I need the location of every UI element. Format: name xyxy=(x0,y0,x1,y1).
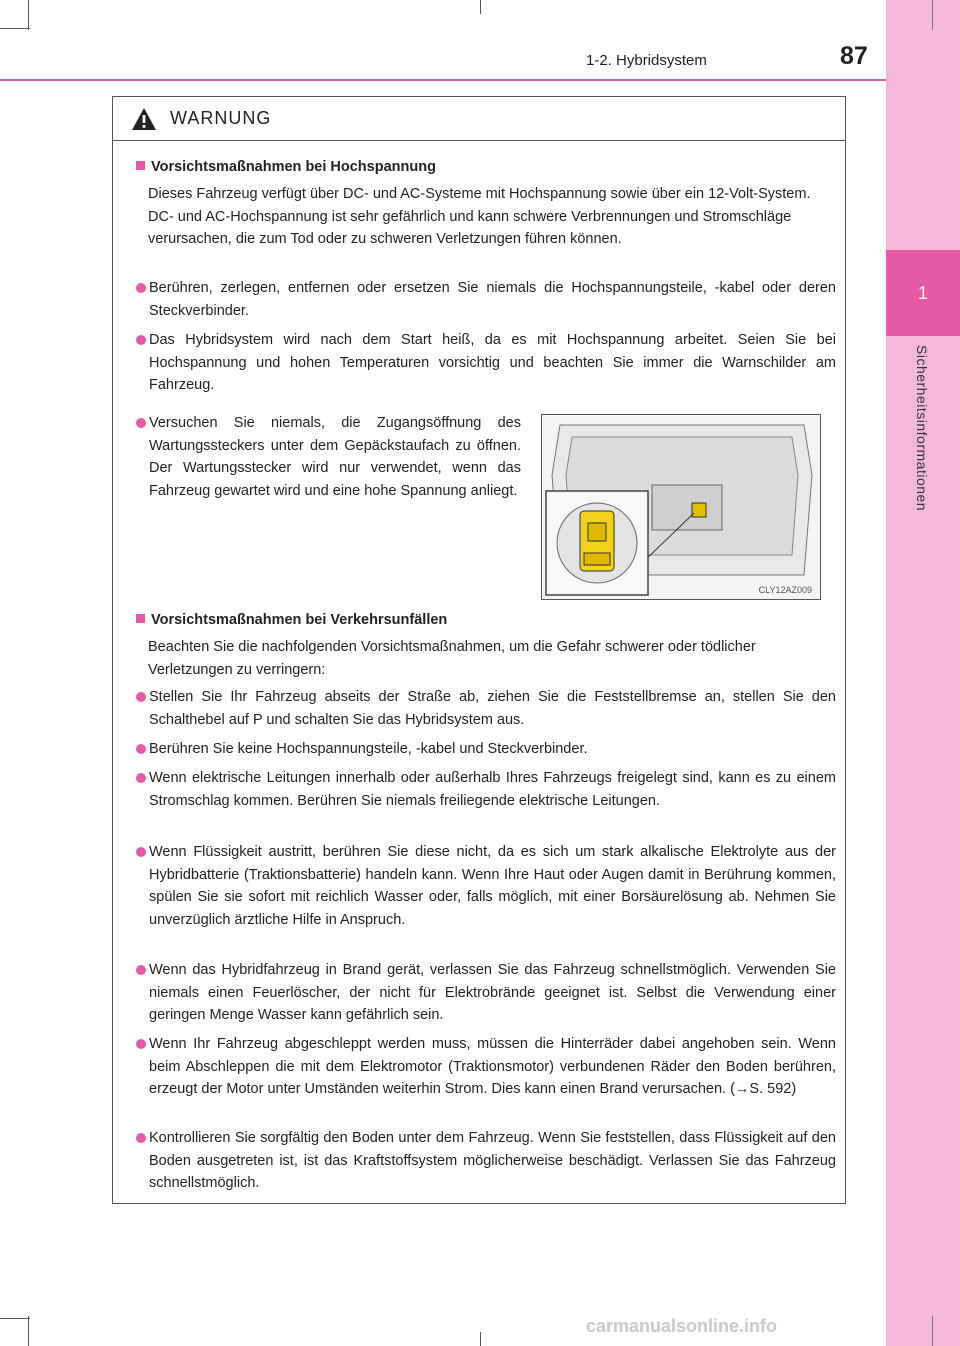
warning-triangle-icon xyxy=(131,107,157,131)
list-item: Wenn Flüssigkeit austritt, berühren Sie diese nicht, da es sich um stark alkalische Elektrolyte aus der Hybridbatterie (Traktionsbatterie) handeln kann. Wenn Ihre Haut oder Augen damit in Berührung kommen, spülen Sie sie sofort mit reichlich Wasser oder, falls möglich, mit einer Borsäurelösung ab. Nehmen Sie unverzüglich ärztliche Hilfe in Anspruch. xyxy=(136,841,836,931)
bullet-dot-icon xyxy=(136,965,146,975)
section-intro: Dieses Fahrzeug verfügt über DC- und AC-Systeme mit Hochspannung sowie über ein 12-Volt-System. DC- und AC-Hochspannung ist sehr gefährlich und kann schwere Verbrennungen und Stromschläge verursachen, die zum Tod oder zu schweren Verletzungen führen können. xyxy=(148,186,811,247)
square-bullet-icon xyxy=(136,614,145,623)
chapter-label: Sicherheitsinformationen xyxy=(914,345,930,512)
list-item: Das Hybridsystem wird nach dem Start heiß, da es mit Hochspannung arbeitet. Seien Sie bei Hochspannung und hohen Temperaturen vorsichtig und beachten Sie immer die Warnschilder am Fahrzeug. xyxy=(136,329,836,397)
list-item: Berühren, zerlegen, entfernen oder ersetzen Sie niemals die Hochspannungsteile, -kabel oder deren Steckverbinder. xyxy=(136,277,836,322)
luggage-compartment-illustration xyxy=(541,414,821,600)
watermark: carmanualsonline.info xyxy=(586,1316,778,1336)
crop-mark xyxy=(480,1332,481,1346)
section-title: Vorsichtsmaßnahmen bei Hochspannung xyxy=(136,159,436,175)
illustration-code: CLY12AZ009 xyxy=(758,585,812,595)
square-bullet-icon xyxy=(136,161,145,170)
list-item: Versuchen Sie niemals, die Zugangsöffnung des Wartungssteckers unter dem Gepäckstaufach zu öffnen. Der Wartungsstecker wird nur verwendet, wenn das Fahrzeug gewartet wird und eine hohe Spannung anliegt. xyxy=(136,412,521,502)
bullet-dot-icon xyxy=(136,847,146,857)
section-title: Vorsichtsmaßnahmen bei Verkehrsunfällen xyxy=(136,612,447,628)
list-item: Stellen Sie Ihr Fahrzeug abseits der Straße ab, ziehen Sie die Feststellbremse an, stellen Sie den Schalthebel auf P und schalten Sie das Hybridsystem aus. xyxy=(136,686,836,731)
bullet-dot-icon xyxy=(136,773,146,783)
bullet-dot-icon xyxy=(136,1133,146,1143)
bullet-dot-icon xyxy=(136,335,146,345)
list-item: Berühren Sie keine Hochspannungsteile, -kabel und Steckverbinder. xyxy=(136,738,836,761)
bullet-dot-icon xyxy=(136,1039,146,1049)
section-heading: 1-2. Hybridsystem xyxy=(586,52,707,69)
list-item: Wenn das Hybridfahrzeug in Brand gerät, verlassen Sie das Fahrzeug schnellstmöglich. Verwenden Sie niemals einen Feuerlöscher, der nicht für Elektrobrände geeignet ist. Selbst die Verwendung einer geringen Menge Wasser kann gefährlich sein. xyxy=(136,959,836,1027)
bullet-dot-icon xyxy=(136,283,146,293)
list-item: Wenn Ihr Fahrzeug abgeschleppt werden muss, müssen die Hinterräder dabei angehoben sein. Wenn beim Abschleppen die mit dem Elektromotor (Traktionsmotor) verbundenen Räder den Boden berühren, erzeugt der Motor unter Umständen weiterhin Strom. Dies kann einen Brand verursachen. (→S. 592) xyxy=(136,1033,836,1101)
crop-mark xyxy=(932,1316,933,1346)
chapter-number: 1 xyxy=(886,250,960,336)
crop-mark xyxy=(0,28,30,29)
header-rule xyxy=(0,79,886,81)
crop-mark xyxy=(28,1316,29,1346)
list-item: Kontrollieren Sie sorgfältig den Boden unter dem Fahrzeug. Wenn Sie feststellen, dass Flüssigkeit auf den Boden ausgetreten ist, ist das Kraftstoffsystem möglicherweise beschädigt. Verlassen Sie das Fahrzeug schnellstmöglich. xyxy=(136,1127,836,1195)
warning-box xyxy=(112,96,846,1204)
bullet-dot-icon xyxy=(136,692,146,702)
warning-header xyxy=(113,97,845,141)
crop-mark xyxy=(28,0,29,30)
crop-mark xyxy=(480,0,481,14)
side-tab xyxy=(886,0,960,1346)
warning-title: WARNUNG xyxy=(170,108,272,128)
bullet-dot-icon xyxy=(136,744,146,754)
service-plug-drawing xyxy=(542,415,820,599)
crop-mark xyxy=(932,0,933,30)
list-item: Wenn elektrische Leitungen innerhalb oder außerhalb Ihres Fahrzeugs freigelegt sind, kann es zu einem Stromschlag kommen. Berühren Sie niemals freiliegende elektrische Leitungen. xyxy=(136,767,836,812)
page-number: 87 xyxy=(840,42,868,70)
bullet-dot-icon xyxy=(136,418,146,428)
section-intro: Beachten Sie die nachfolgenden Vorsichtsmaßnahmen, um die Gefahr schwerer oder tödlicher Verletzungen zu verringern: xyxy=(148,639,756,678)
crop-mark xyxy=(0,1318,30,1319)
